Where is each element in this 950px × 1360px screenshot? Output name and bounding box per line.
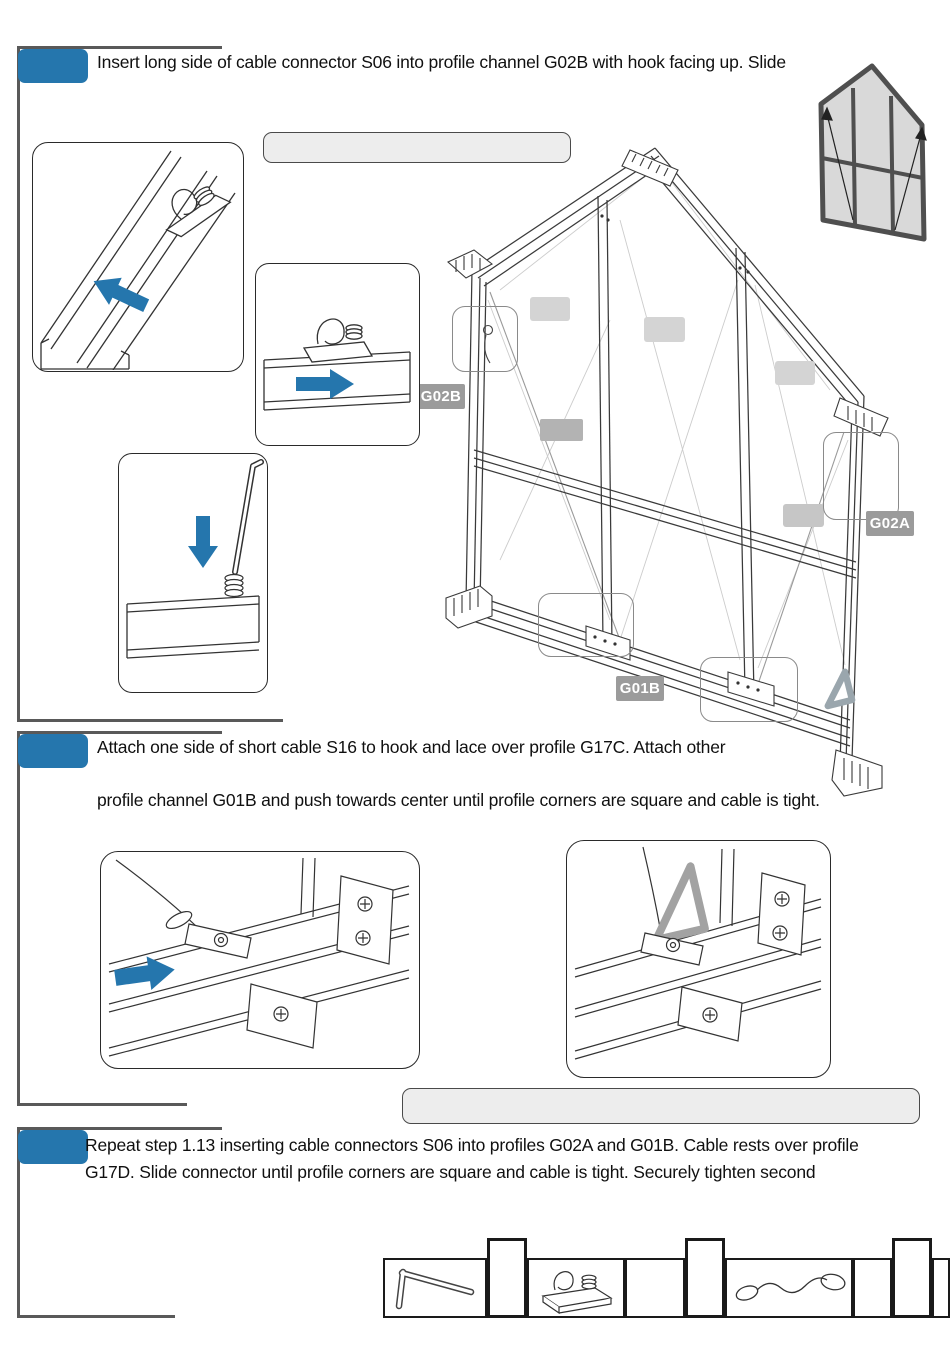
diagram-callout-right-post [823, 432, 899, 520]
step1-text: Insert long side of cable connector S06 into profile channel G02B with hook facing up. Slide [97, 52, 786, 72]
step1-badge [18, 49, 88, 83]
parts-qty-tab [892, 1238, 932, 1318]
cable-connector-icon [529, 1260, 623, 1316]
slide-connector-drawing [256, 264, 418, 444]
parts-table [383, 1238, 948, 1318]
gable-wall-icon [815, 62, 935, 252]
insert-connector-drawing [33, 143, 242, 370]
section2-left-border [17, 731, 20, 1106]
square-corner-triangle-icon [818, 668, 858, 710]
diagram-callout-left-post [452, 306, 518, 372]
detail-callout-square-check [566, 840, 831, 1078]
detail-callout-insert-connector [32, 142, 244, 372]
step3-badge [18, 1130, 88, 1164]
allen-key-icon [385, 1260, 485, 1316]
frame-lines [464, 148, 864, 764]
blue-arrow [188, 516, 218, 568]
section2-bottom-border [17, 1103, 187, 1106]
step2-text-line2: profile channel G01B and push towards center until profile corners are square and cable is tight. [97, 790, 820, 810]
diagram-callout-sill-left [538, 593, 634, 657]
part-label-G02B: G02B [417, 384, 465, 409]
parts-cell-allen-key [383, 1258, 487, 1318]
parts-cell-cable-connector [527, 1258, 625, 1318]
allen-key [235, 462, 261, 572]
redacted-box [783, 504, 824, 527]
detail-callout-cable-hook-push [100, 851, 420, 1069]
blue-arrow [87, 268, 152, 320]
parts-qty-tab [487, 1238, 527, 1318]
step2-text-line1: Attach one side of short cable S16 to hook and lace over profile G17C. Attach other [97, 737, 726, 757]
step3-text-line2: G17D. Slide connector until profile corners are square and cable is tight. Securely tighten second [85, 1162, 816, 1182]
redacted-box [775, 361, 815, 385]
cable-icon [727, 1260, 851, 1316]
step3-text [85, 1132, 935, 1186]
section3-bottom-border [17, 1315, 175, 1318]
parts-cell-empty [625, 1258, 685, 1318]
tighten-screw-drawing [119, 454, 266, 691]
redacted-box-dark [540, 419, 583, 441]
parts-cell-clipped [932, 1258, 950, 1318]
parts-cell-cable [725, 1258, 853, 1318]
step2-badge [18, 734, 88, 768]
blue-arrow [296, 369, 354, 399]
step3-text-line1: Repeat step 1.13 inserting cable connectors S06 into profiles G02A and G01B. Cable rests over profile [85, 1135, 859, 1155]
cable-hook-push-drawing [101, 852, 418, 1067]
diagram-callout-sill-center [700, 657, 798, 722]
redacted-box [530, 297, 570, 321]
part-label-G02A: G02A [866, 511, 914, 536]
redacted-note-box-bottom [402, 1088, 920, 1124]
part-label-G01B: G01B [616, 676, 664, 701]
square-check-drawing [567, 841, 829, 1076]
detail-callout-slide-connector [255, 263, 420, 446]
section1-left-border [17, 46, 20, 722]
set-square-triangle [642, 866, 705, 940]
parts-qty-tab [685, 1238, 725, 1318]
section1-bottom-border [17, 719, 283, 722]
parts-cell-empty [853, 1258, 892, 1318]
redacted-box [644, 317, 685, 342]
detail-callout-tighten-screw [118, 453, 268, 693]
